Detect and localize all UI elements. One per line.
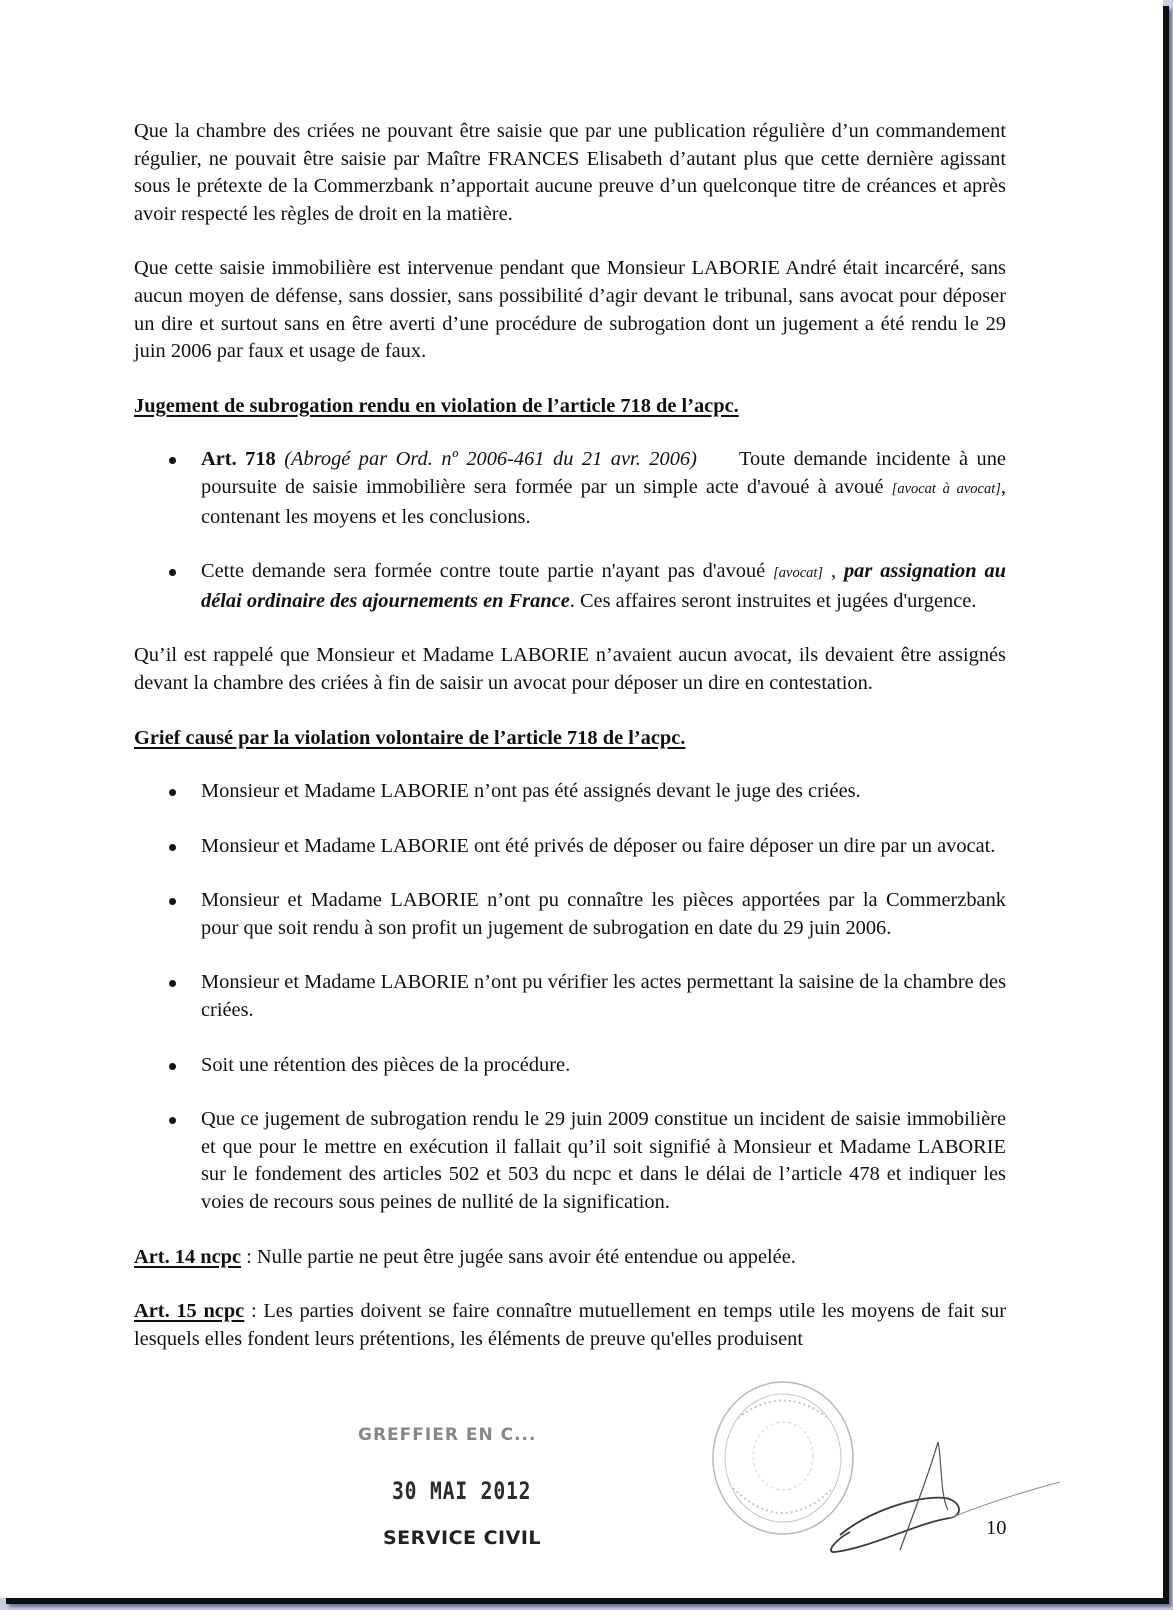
bullet-icon [169, 980, 176, 987]
bracket-note: [avocat] [773, 565, 824, 582]
document-body [134, 118, 1006, 1353]
bullet-icon [169, 1117, 176, 1124]
list-item [134, 969, 1006, 1024]
signature-icon [830, 1440, 1060, 1560]
list-item [134, 778, 1006, 806]
list-item-text: Monsieur et Madame LABORIE n’ont pu connaître les pièces apportées par la Commerzbank pour que soit rendu à son profit un jugement de subrogation en date du 29 juin 2006. [201, 889, 1006, 939]
list-item-text: Monsieur et Madame LABORIE n’ont pas été assignés devant le juge des criées. [201, 780, 861, 803]
paragraph-saisie-immobiliere: Que cette saisie immobilière est intervenue pendant que Monsieur LABORIE André était incarcéré, sans aucun moyen de défense, sans dossier, sans possibilité d’agir devant le tribunal, sans avocat pour déposer un dire et surtout sans en être averti d’une procédure de subrogation dont un jugement a été rendu le 29 juin 2006 par faux et usage de faux. [134, 257, 1006, 363]
bullet-icon [169, 1063, 176, 1070]
article-14-text: : Nulle partie ne peut être jugée sans avoir été entendue ou appelée. [241, 1245, 796, 1268]
greffier-stamp: GREFFIER EN C... [358, 1425, 537, 1445]
list-item [134, 1106, 1006, 1216]
article-text: Cette demande sera formée contre toute partie n'ayant pas d'avoué [201, 560, 766, 583]
article-14-citation [134, 1244, 1006, 1272]
list-item-text: Soit une rétention des pièces de la procédure. [201, 1053, 571, 1076]
grief-list [134, 778, 1006, 1217]
list-item [134, 1052, 1006, 1080]
article-15-ref: Art. 15 ncpc [134, 1300, 245, 1323]
article-15-text: : Les parties doivent se faire connaître mutuellement en temps utile les moyens de fait sur lesquels elles fondent leurs prétentions, les éléments de preuve qu'elles produisent [134, 1300, 1007, 1350]
list-item [134, 887, 1006, 942]
article-718-list [134, 446, 1006, 615]
article-abrogation-note: (Abrogé par Ord. nº 2006-461 du 21 avr. 2006) [284, 448, 697, 471]
bullet-icon [169, 789, 176, 796]
list-item [134, 833, 1006, 861]
bracket-note: [avocat à avocat] [891, 480, 1001, 497]
list-item-text: Que ce jugement de subrogation rendu le 29 juin 2009 constitue un incident de saisie immobilière et que pour le mettre en exécution il fallait qu’il soit signifié à Monsieur et Madame LABORIE sur le fondement des articles 502 et 503 du ncpc et dans le délai de l’article 478 et indiquer les voies de recours sous peines de nullité de la signification. [201, 1108, 1006, 1214]
article-15-citation [134, 1298, 1006, 1353]
list-item-text: Monsieur et Madame LABORIE ont été privés de déposer ou faire déposer un dire par un avocat. [201, 834, 996, 857]
page-number: 10 [986, 1517, 1007, 1539]
list-item-art-718-second [134, 558, 1006, 615]
paragraph-chambre-criees: Que la chambre des criées ne pouvant être saisie que par une publication régulière d’un commandement régulier, ne pouvait être saisie par Maître FRANCES Elisabeth d’autant plus que cette dernière agissant sous le prétexte de la Commerzbank n’apportait aucune preuve d’un quelconque titre de créances et après avoir respecté les règles de droit en la matière. [134, 120, 1006, 225]
section-heading-grief: Grief causé par la violation volontaire de l’article 718 de l’acpc. [134, 726, 686, 749]
list-item-art-718 [134, 446, 1006, 531]
paragraph-rappel-avocat: Qu’il est rappelé que Monsieur et Madame LABORIE n’avaient aucun avocat, ils devaient être assignés devant la chambre des criées à fin de saisir un avocat pour déposer un dire en contestation. [134, 644, 1006, 694]
list-item-text: Monsieur et Madame LABORIE n’ont pu vérifier les actes permettant la saisine de la chambre des criées. [201, 971, 1006, 1022]
separator: , [830, 560, 837, 583]
article-text-tail: , contenant les moyens et les conclusions. [201, 475, 1006, 528]
bullet-icon [169, 844, 176, 851]
bullet-icon [169, 898, 176, 905]
service-stamp: SERVICE CIVIL [383, 1527, 541, 1549]
bullet-icon [169, 569, 176, 576]
bullet-icon [169, 457, 176, 464]
article-text-tail: . Ces affaires seront instruites et jugées d'urgence. [569, 589, 977, 612]
article-14-ref: Art. 14 ncpc [134, 1245, 242, 1268]
article-text: Toute demande incidente à une poursuite de saisie immobilière sera formée par un simple acte d'avoué à avoué [201, 448, 1006, 498]
date-stamp: 30 MAI 2012 [392, 1477, 532, 1505]
section-heading-jugement-subrogation: Jugement de subrogation rendu en violation de l’article 718 de l’acpc. [134, 394, 739, 417]
emphasized-text: par assignation au délai ordinaire des ajournements en France [201, 560, 1006, 612]
article-number: Art. 718 [201, 448, 276, 471]
